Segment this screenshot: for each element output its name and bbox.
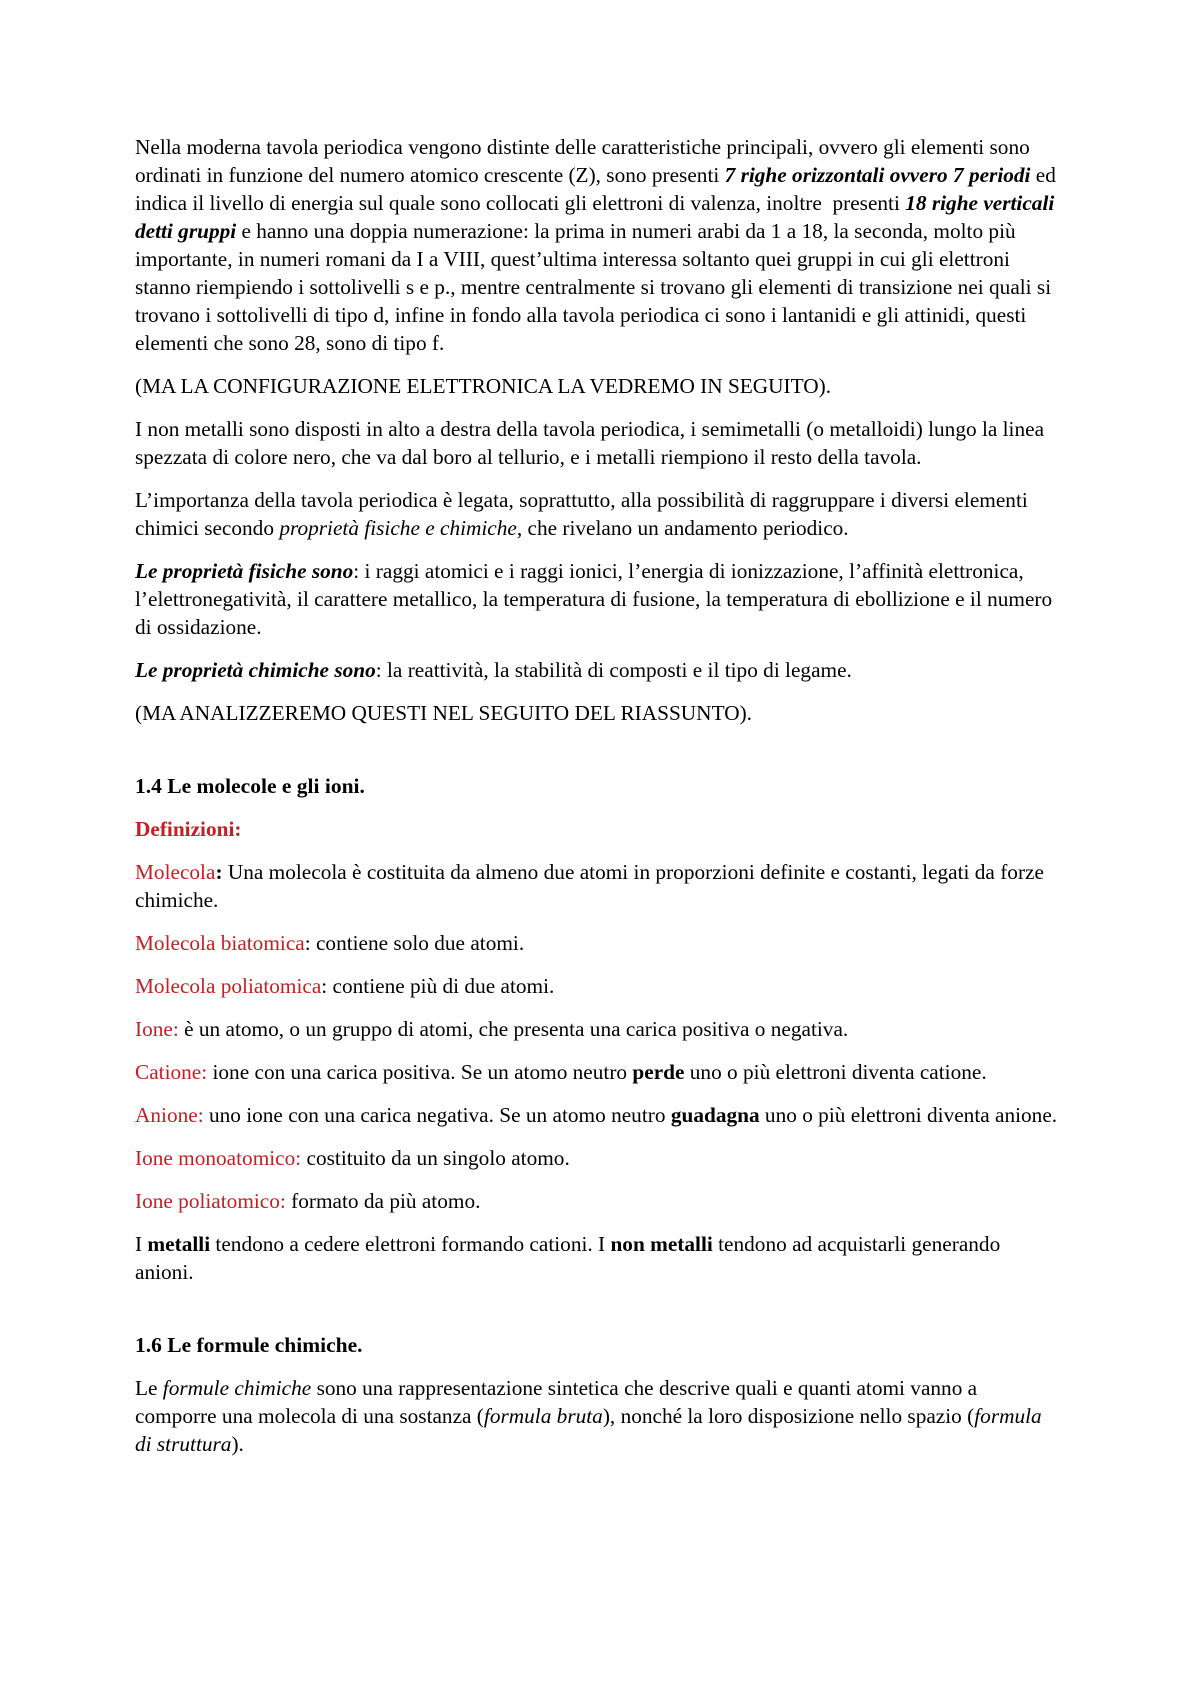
text-run: Molecola poliatomica	[135, 974, 322, 998]
text-run: ione con una carica positiva. Se un atomo neutro	[207, 1060, 633, 1084]
text-run: : la reattività, la stabilità di composti e il tipo di legame.	[375, 658, 852, 682]
def-catione	[135, 1058, 1062, 1086]
para-formule-chimiche	[135, 1374, 1062, 1458]
text-run: sono una rappresentazione sintetica che descrive quali e quanti atomi vanno a comporre una molecola di una sostanza (	[135, 1376, 978, 1428]
text-run: I	[135, 1232, 148, 1256]
note-analizzeremo	[135, 699, 1062, 727]
text-run: è un atomo, o un gruppo di atomi, che presenta una carica positiva o negativa.	[178, 1017, 849, 1041]
label-definizioni	[135, 815, 1062, 843]
text-run: Le	[135, 1376, 163, 1400]
def-ione	[135, 1015, 1062, 1043]
text-run: proprietà fisiche e chimiche	[279, 516, 517, 540]
text-run: , che rivelano un andamento periodico.	[516, 516, 849, 540]
def-anione	[135, 1101, 1062, 1129]
text-run: (MA ANALIZZEREMO QUESTI NEL SEGUITO DEL RIASSUNTO).	[135, 701, 752, 725]
text-run: perde	[632, 1060, 685, 1084]
text-run: L’importanza della tavola periodica è legata, soprattutto, alla possibilità di raggruppare i diversi elementi chimici secondo	[135, 488, 1028, 540]
text-run: formula bruta	[483, 1404, 603, 1428]
para-importanza-tavola	[135, 486, 1062, 542]
heading-1-4-molecole-ioni	[135, 772, 1062, 800]
heading-1-6-formule-chimiche	[135, 1331, 1062, 1359]
def-molecola-biatomica	[135, 929, 1062, 957]
text-run: Anione:	[135, 1103, 204, 1127]
text-run: Le proprietà fisiche sono	[135, 559, 354, 583]
para-non-metalli	[135, 415, 1062, 471]
text-run: : i raggi atomici e i raggi ionici, l’energia di ionizzazione, l’affinità elettronica, l’elettronegatività, il carattere metallico, la temperatura di fusione, la temperatura di ebollizione e il numero di ossidazione.	[135, 559, 1053, 639]
text-run: I non metalli sono disposti in alto a destra della tavola periodica, i semimetalli (o metalloidi) lungo la linea spezzata di colore nero, che va dal boro al tellurio, e i metalli riempiono il resto della tavola.	[135, 417, 1045, 469]
def-ione-monoatomico	[135, 1144, 1062, 1172]
text-run: Ione monoatomico:	[135, 1146, 302, 1170]
text-run: (MA LA CONFIGURAZIONE ELETTRONICA LA VEDREMO IN SEGUITO).	[135, 374, 832, 398]
para-proprieta-fisiche	[135, 557, 1062, 641]
text-run: Ione poliatomico:	[135, 1189, 286, 1213]
text-run: Una molecola è costituita da almeno due atomi in proporzioni definite e costanti, legati da forze chimiche.	[135, 860, 1044, 912]
text-run: : contiene solo due atomi.	[304, 931, 525, 955]
text-run: uno ione con una carica negativa. Se un atomo neutro	[203, 1103, 671, 1127]
text-run: uno o più elettroni diventa anione.	[759, 1103, 1058, 1127]
text-run: Definizioni:	[135, 817, 242, 841]
text-run: uno o più elettroni diventa catione.	[684, 1060, 987, 1084]
def-ione-poliatomico	[135, 1187, 1062, 1215]
text-run: formato da più atomo.	[285, 1189, 481, 1213]
text-run: Le proprietà chimiche sono	[135, 658, 376, 682]
text-run: 7 righe orizzontali ovvero 7 periodi	[724, 163, 1031, 187]
document-content	[135, 133, 1062, 1458]
text-run: non metalli	[610, 1232, 713, 1256]
para-tavola-periodica	[135, 133, 1062, 357]
para-metalli-non-metalli	[135, 1230, 1062, 1286]
text-run: e hanno una doppia numerazione: la prima in numeri arabi da 1 a 18, la seconda, molto più importante, in numeri romani da I a VIII, quest’ultima interessa soltanto quei gruppi in cui gli elettroni stanno riempiendo i sottolivelli s e p., mentre centralmente si trovano gli elementi di transizione nei quali si trovano i sottolivelli di tipo d, infine in fondo alla tavola periodica ci sono i lantanidi e gli attinidi, questi elementi che sono 28, sono di tipo f.	[135, 219, 1052, 355]
para-proprieta-chimiche	[135, 656, 1062, 684]
text-run: Molecola biatomica	[135, 931, 305, 955]
text-run: Nella moderna tavola periodica vengono distinte delle caratteristiche principali, ovvero gli elementi sono ordinati in funzione del numero atomico crescente (Z), sono presenti	[135, 135, 1030, 187]
text-run: Ione:	[135, 1017, 179, 1041]
text-run: formule chimiche	[162, 1376, 312, 1400]
def-molecola	[135, 858, 1062, 914]
text-run: 1.6 Le formule chimiche.	[135, 1333, 363, 1357]
text-run: Catione:	[135, 1060, 208, 1084]
def-molecola-poliatomica	[135, 972, 1062, 1000]
text-run: ed indica il livello di energia sul quale sono collocati gli elettroni di valenza, inoltre presenti	[135, 163, 1056, 215]
text-run: tendono ad acquistarli generando anioni.	[135, 1232, 1001, 1284]
text-run: :	[215, 860, 223, 884]
text-run: guadagna	[670, 1103, 760, 1127]
text-run: 18 righe verticali detti gruppi	[135, 191, 1055, 243]
text-run: : contiene più di due atomi.	[321, 974, 555, 998]
text-run: ), nonché la loro disposizione nello spazio (	[602, 1404, 975, 1428]
text-run: 1.4 Le molecole e gli ioni.	[135, 774, 365, 798]
text-run: metalli	[147, 1232, 211, 1256]
text-run: costituito da un singolo atomo.	[301, 1146, 570, 1170]
text-run: Molecola	[135, 860, 216, 884]
text-run: tendono a cedere elettroni formando cationi. I	[210, 1232, 611, 1256]
note-configurazione-elettronica	[135, 372, 1062, 400]
text-run: ).	[231, 1432, 244, 1456]
text-run: formula di struttura	[135, 1404, 1042, 1456]
